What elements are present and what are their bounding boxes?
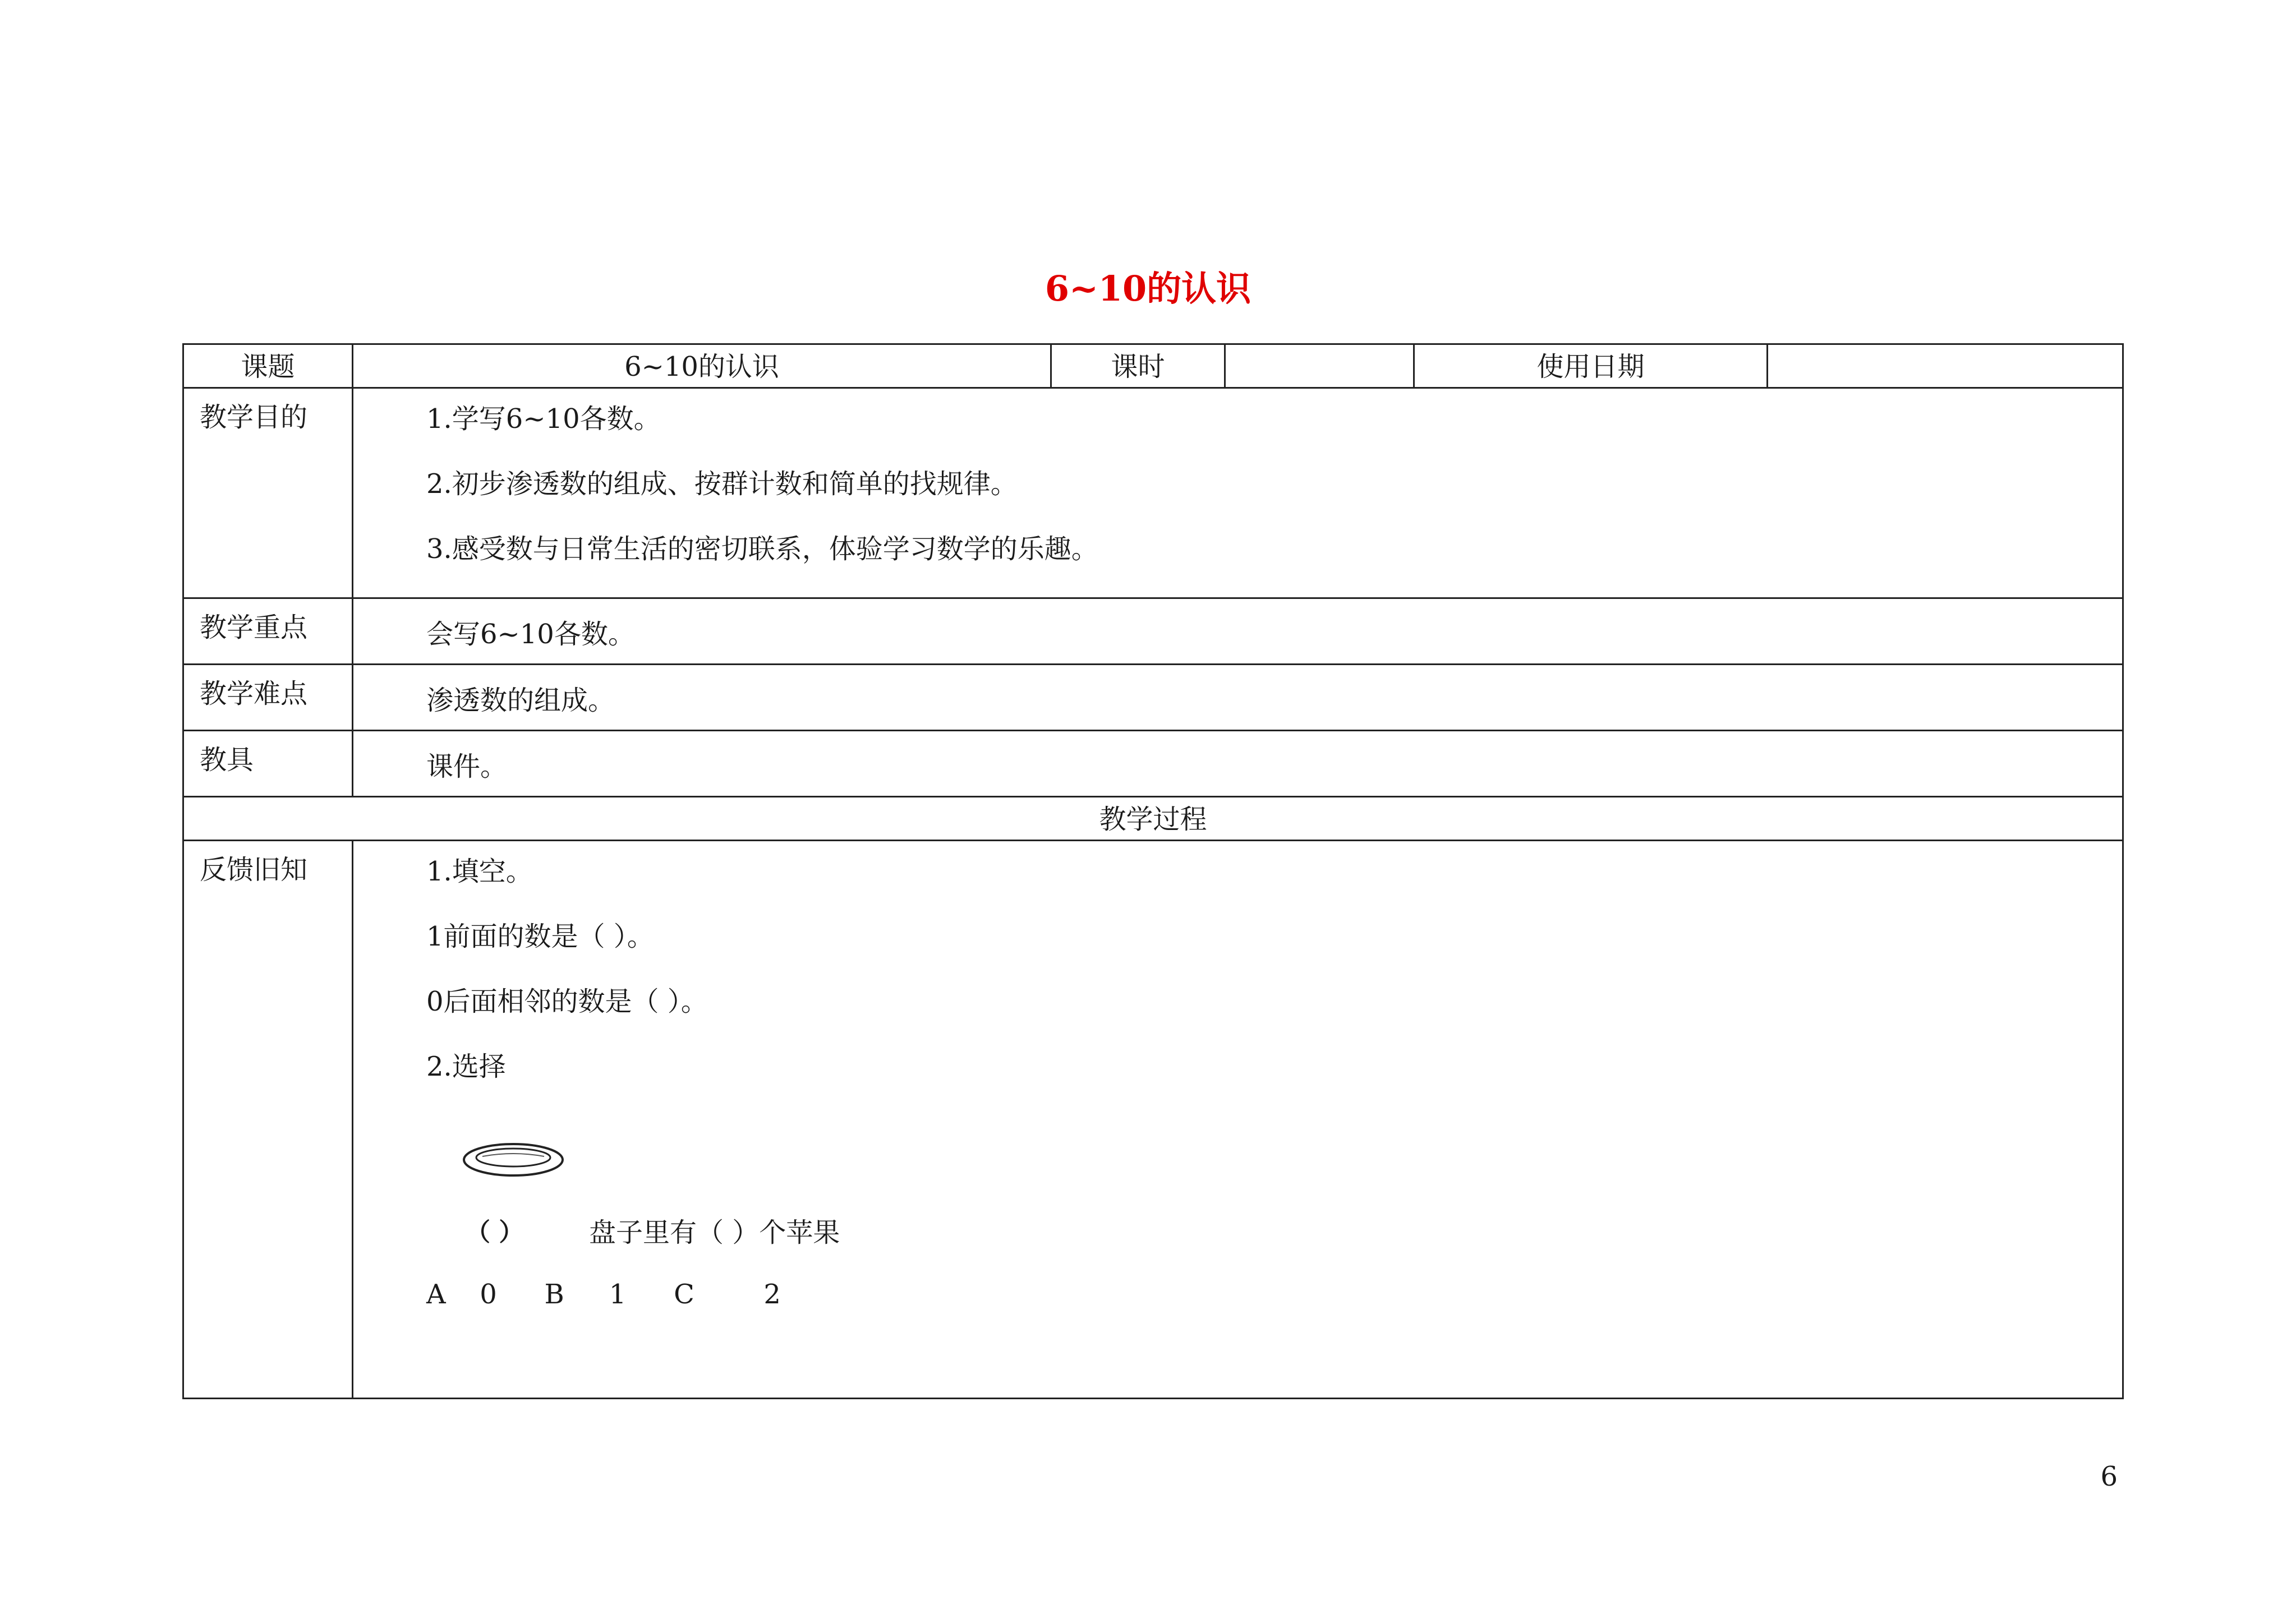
option-letter: C — [674, 1279, 694, 1310]
objective-item: 2.初步渗透数的组成、按群计数和简单的找规律。 — [426, 468, 1018, 500]
aids-row — [183, 731, 2123, 797]
q1-a: 1前面的数是（ ）。 — [426, 921, 654, 952]
answer-paren: （ ） — [466, 1218, 524, 1247]
plate-icon — [460, 1137, 567, 1182]
choice-row — [426, 1216, 2122, 1278]
q1-title: 1.填空。 — [426, 856, 533, 887]
objectives-content — [353, 388, 2123, 598]
aids-text: 课件。 — [353, 731, 2123, 797]
header-row — [183, 344, 2123, 388]
document-title: 6~10的认识 — [1045, 268, 1251, 309]
option-value: 0 — [480, 1279, 497, 1310]
objectives-row — [183, 388, 2123, 598]
option-letter: A — [426, 1279, 446, 1310]
period-value — [1225, 344, 1414, 388]
period-label: 课时 — [1051, 344, 1225, 388]
aids-label: 教具 — [183, 731, 353, 797]
topic-label: 课题 — [183, 344, 353, 388]
key-point-text: 会写6~10各数。 — [353, 598, 2123, 665]
option-letter: B — [544, 1279, 564, 1310]
q2-title: 2.选择 — [426, 1051, 506, 1082]
choice-question: 盘子里有（ ）个苹果 — [589, 1217, 840, 1248]
key-point-label: 教学重点 — [183, 598, 353, 665]
objectives-label: 教学目的 — [183, 388, 353, 598]
process-title-row — [183, 797, 2123, 841]
option-value: 1 — [609, 1279, 627, 1310]
topic-value: 6~10的认识 — [353, 344, 1051, 388]
review-row — [183, 841, 2123, 1399]
choice-options — [426, 1278, 2122, 1378]
date-value — [1768, 344, 2123, 388]
difficulty-text: 渗透数的组成。 — [353, 665, 2123, 731]
process-title: 教学过程 — [183, 797, 2123, 841]
q1-b: 0后面相邻的数是（ ）。 — [426, 986, 708, 1017]
date-label: 使用日期 — [1414, 344, 1768, 388]
review-content — [353, 841, 2123, 1399]
review-label: 反馈旧知 — [183, 841, 353, 1399]
difficulty-row — [183, 665, 2123, 731]
objective-item: 3.感受数与日常生活的密切联系，体验学习数学的乐趣。 — [426, 533, 1098, 565]
lesson-plan-table — [182, 343, 2124, 1399]
page-number: 6 — [2100, 1461, 2118, 1492]
option-value: 2 — [763, 1279, 781, 1310]
objective-item: 1.学写6~10各数。 — [426, 403, 661, 435]
difficulty-label: 教学难点 — [183, 665, 353, 731]
key-point-row — [183, 598, 2123, 665]
